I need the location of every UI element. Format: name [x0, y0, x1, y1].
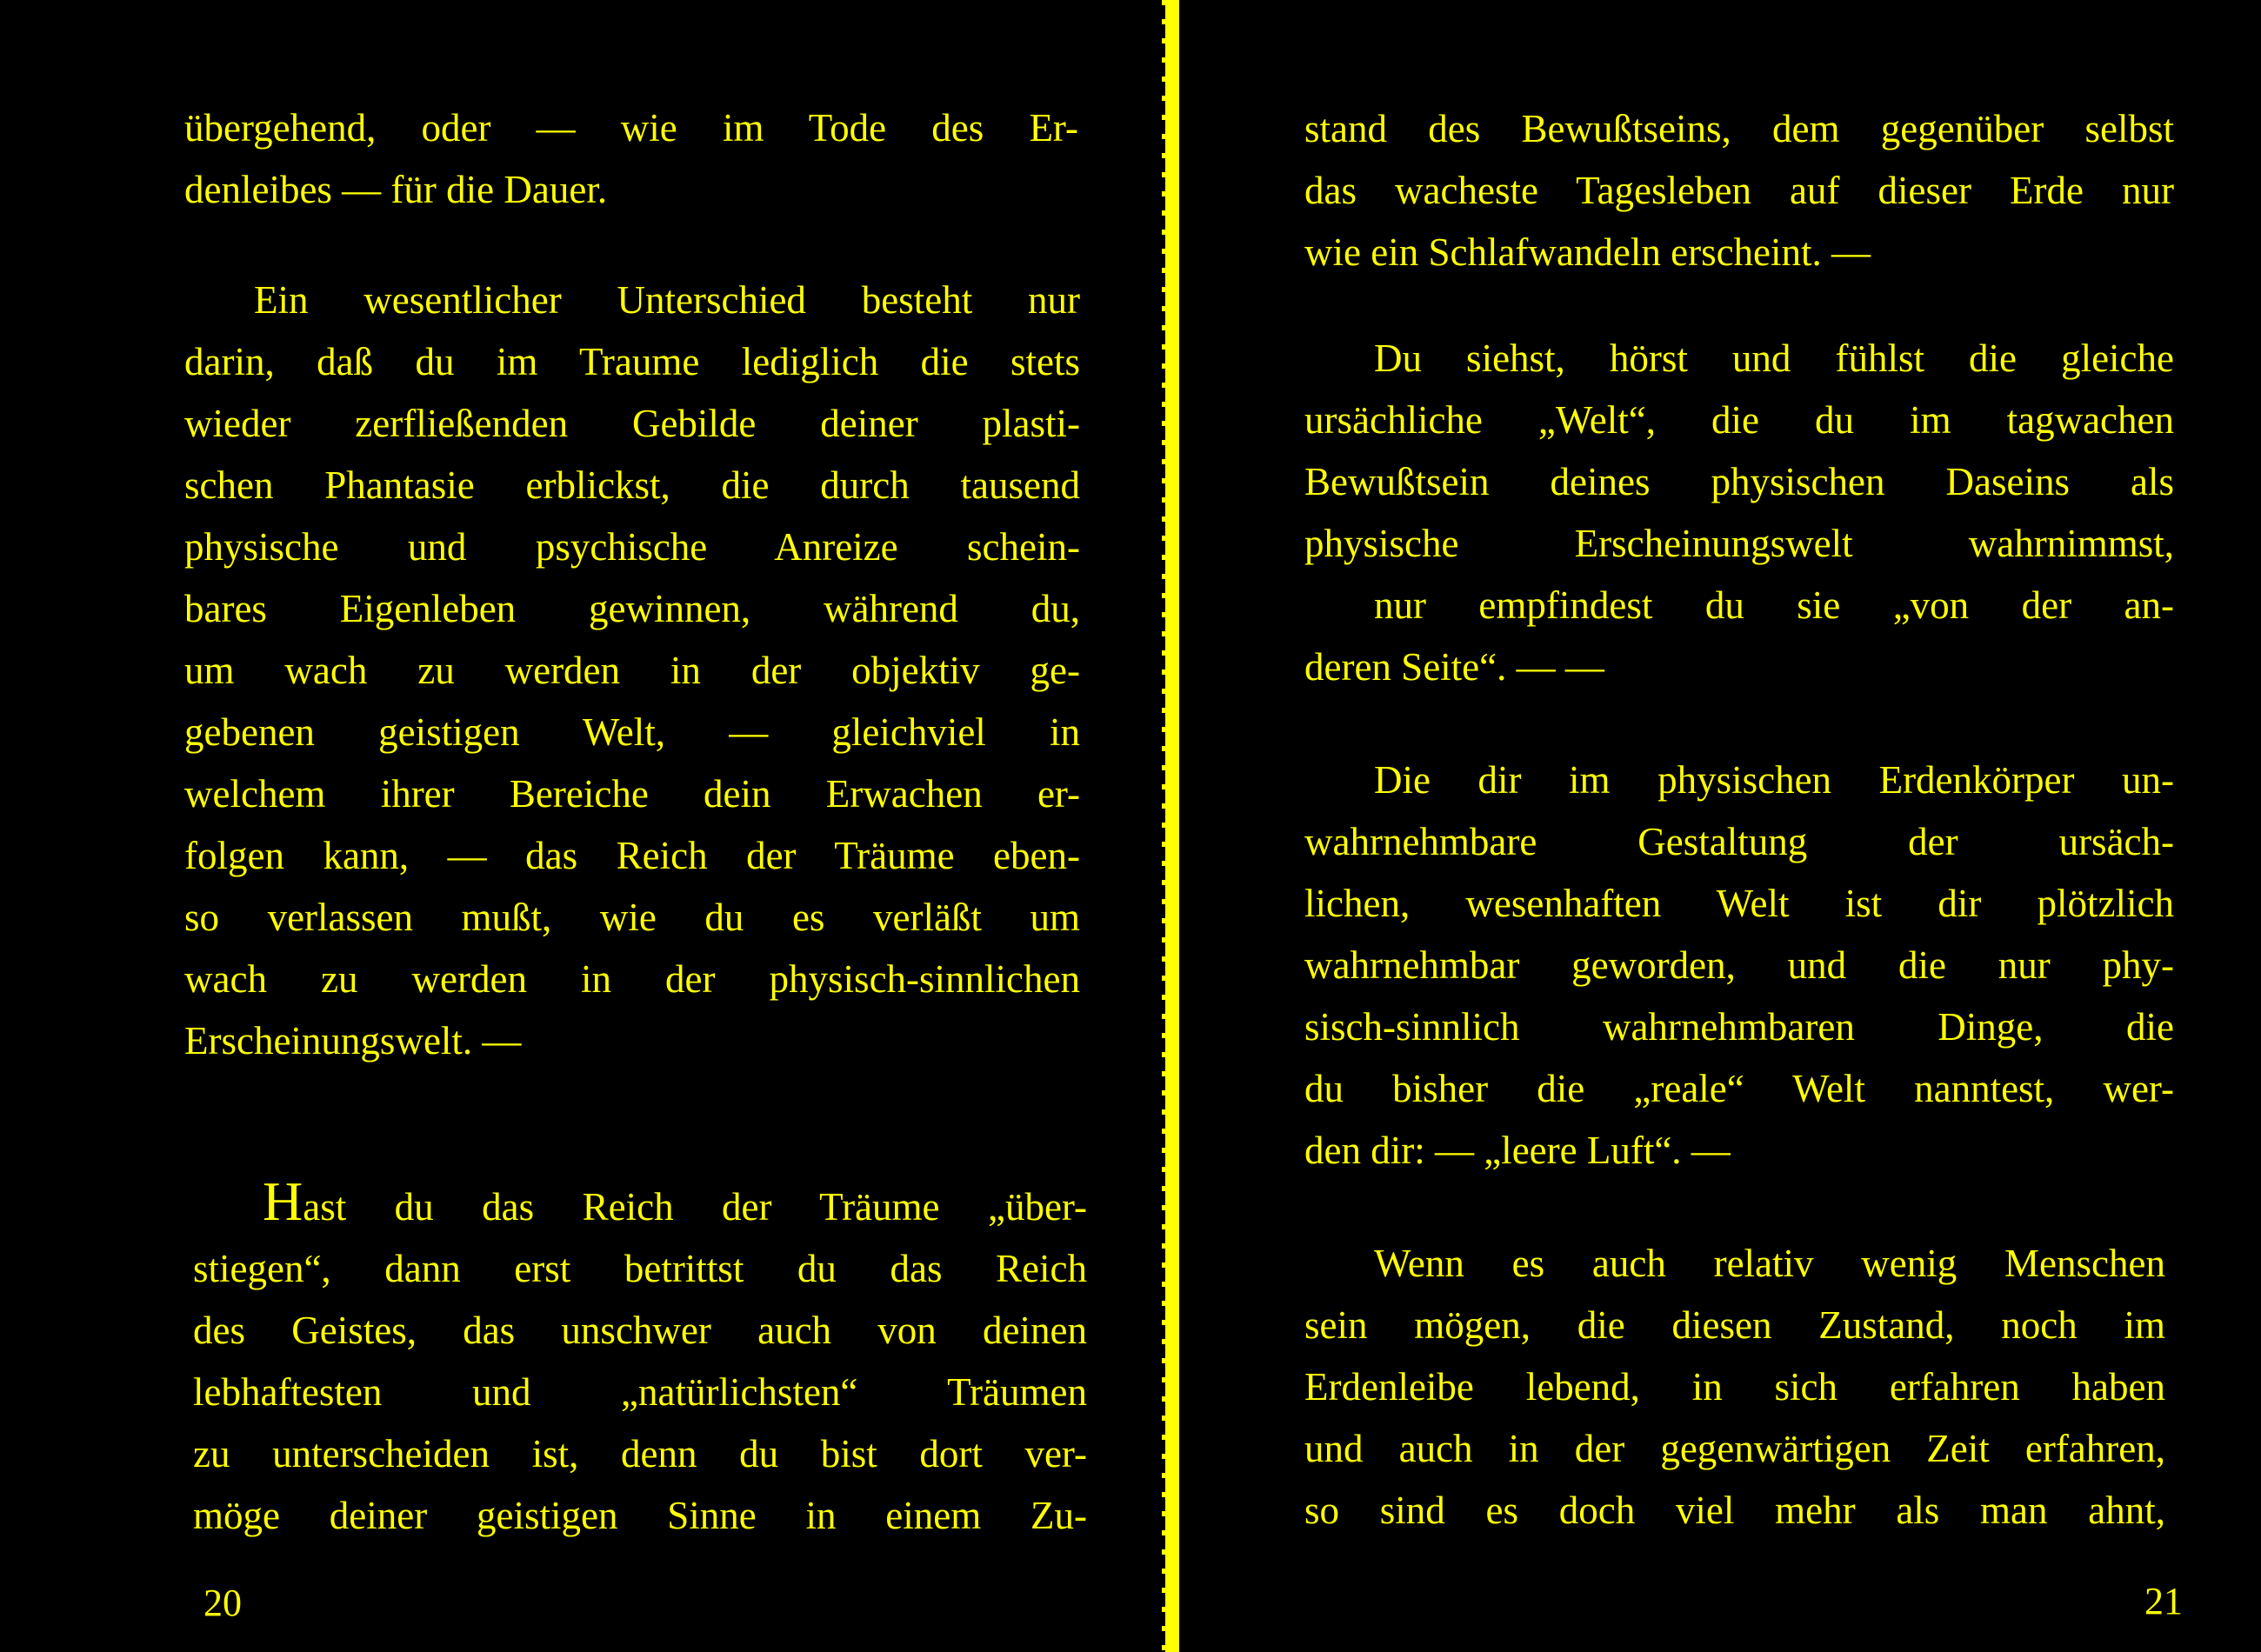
gutter-line — [1165, 0, 1179, 1652]
left-paragraph-2 — [184, 270, 1080, 1072]
text-line: Bewußtsein deines physischen Daseins als — [1304, 460, 2174, 503]
drop-initial: H — [263, 1170, 303, 1232]
text-line: den dir: — „leere Luft“. — — [1304, 1129, 1731, 1172]
left-paragraph-1 — [184, 97, 1078, 221]
gutter-edge — [1162, 0, 1167, 1652]
text-line-rest: ast du das Reich der Träume „über- — [303, 1185, 1087, 1229]
text-line: wach zu werden in der physisch-sinnlichen — [184, 957, 1080, 1001]
text-line: stand des Bewußtseins, dem gegenüber selbst — [1304, 107, 2174, 150]
text-line: wieder zerfließenden Gebilde deiner plasti- — [184, 402, 1080, 445]
text-line: Erscheinungswelt. — — [184, 1019, 522, 1062]
text-line: ursächliche „Welt“, die du im tagwachen — [1304, 398, 2174, 442]
right-paragraph-3 — [1304, 749, 2174, 1182]
text-line: deren Seite“. — — — [1304, 645, 1604, 689]
page-number-left: 20 — [203, 1582, 242, 1624]
left-paragraph-3 — [193, 1170, 1087, 1547]
text-line: und auch in der gegenwärtigen Zeit erfahren, — [1304, 1427, 2165, 1470]
text-line: sisch-sinnlich wahrnehmbaren Dinge, die — [1304, 1005, 2174, 1049]
text-line: welchem ihrer Bereiche dein Erwachen er- — [184, 772, 1080, 816]
text-line: wahrnehmbare Gestaltung der ursäch- — [1304, 820, 2174, 863]
text-line: um wach zu werden in der objektiv ge- — [184, 649, 1080, 692]
text-line: lichen, wesenhaften Welt ist dir plötzlich — [1304, 882, 2174, 925]
text-line: gebenen geistigen Welt, — gleichviel in — [184, 710, 1080, 754]
text-line: du bisher die „reale“ Welt nanntest, wer- — [1304, 1067, 2174, 1110]
page-number-right: 21 — [2144, 1580, 2183, 1622]
text-line: darin, daß du im Traume lediglich die stets — [184, 340, 1080, 383]
right-paragraph-2 — [1304, 328, 2174, 698]
text-line: physische Erscheinungswelt wahrnimmst, — [1304, 522, 2174, 565]
text-line: physische und psychische Anreize schein- — [184, 525, 1080, 569]
text-line: Wenn es auch relativ wenig Menschen — [1374, 1242, 2165, 1285]
text-line: wahrnehmbar geworden, und die nur phy- — [1304, 943, 2174, 987]
text-line: zu unterscheiden ist, denn du bist dort ver- — [193, 1432, 1087, 1475]
text-line: stiegen“, dann erst betrittst du das Reich — [193, 1247, 1087, 1290]
text-line: schen Phantasie erblickst, die durch tausend — [184, 463, 1080, 507]
text-line: des Geistes, das unschwer auch von deinen — [193, 1309, 1087, 1352]
text-line: sein mögen, die diesen Zustand, noch im — [1304, 1303, 2165, 1347]
text-line: denleibes — für die Dauer. — [184, 168, 608, 211]
text-line: das wacheste Tagesleben auf dieser Erde nur — [1304, 169, 2174, 212]
text-line: möge deiner geistigen Sinne in einem Zu- — [193, 1494, 1087, 1537]
text-line: folgen kann, — das Reich der Träume eben- — [184, 834, 1080, 877]
text-line: so verlassen mußt, wie du es verläßt um — [184, 896, 1080, 939]
text-line — [193, 1170, 1087, 1238]
text-line: bares Eigenleben gewinnen, während du, — [184, 587, 1080, 630]
text-line: wie ein Schlafwandeln erscheint. — — [1304, 230, 1871, 274]
text-line: Die dir im physischen Erdenkörper un- — [1374, 758, 2174, 802]
text-line: lebhaftesten und „natürlichsten“ Träumen — [193, 1370, 1087, 1414]
right-paragraph-4 — [1304, 1233, 2165, 1542]
text-line: Erdenleibe lebend, in sich erfahren haben — [1304, 1365, 2165, 1409]
right-page — [1200, 0, 2261, 1652]
right-paragraph-1 — [1304, 98, 2174, 283]
text-line: Du siehst, hörst und fühlst die gleiche — [1374, 336, 2174, 380]
text-line: so sind es doch viel mehr als man ahnt, — [1304, 1489, 2165, 1532]
text-line: Ein wesentlicher Unterschied besteht nur — [254, 278, 1080, 322]
text-line: nur empfindest du sie „von der an- — [1374, 583, 2174, 627]
text-line: übergehend, oder — wie im Tode des Er- — [184, 106, 1078, 150]
